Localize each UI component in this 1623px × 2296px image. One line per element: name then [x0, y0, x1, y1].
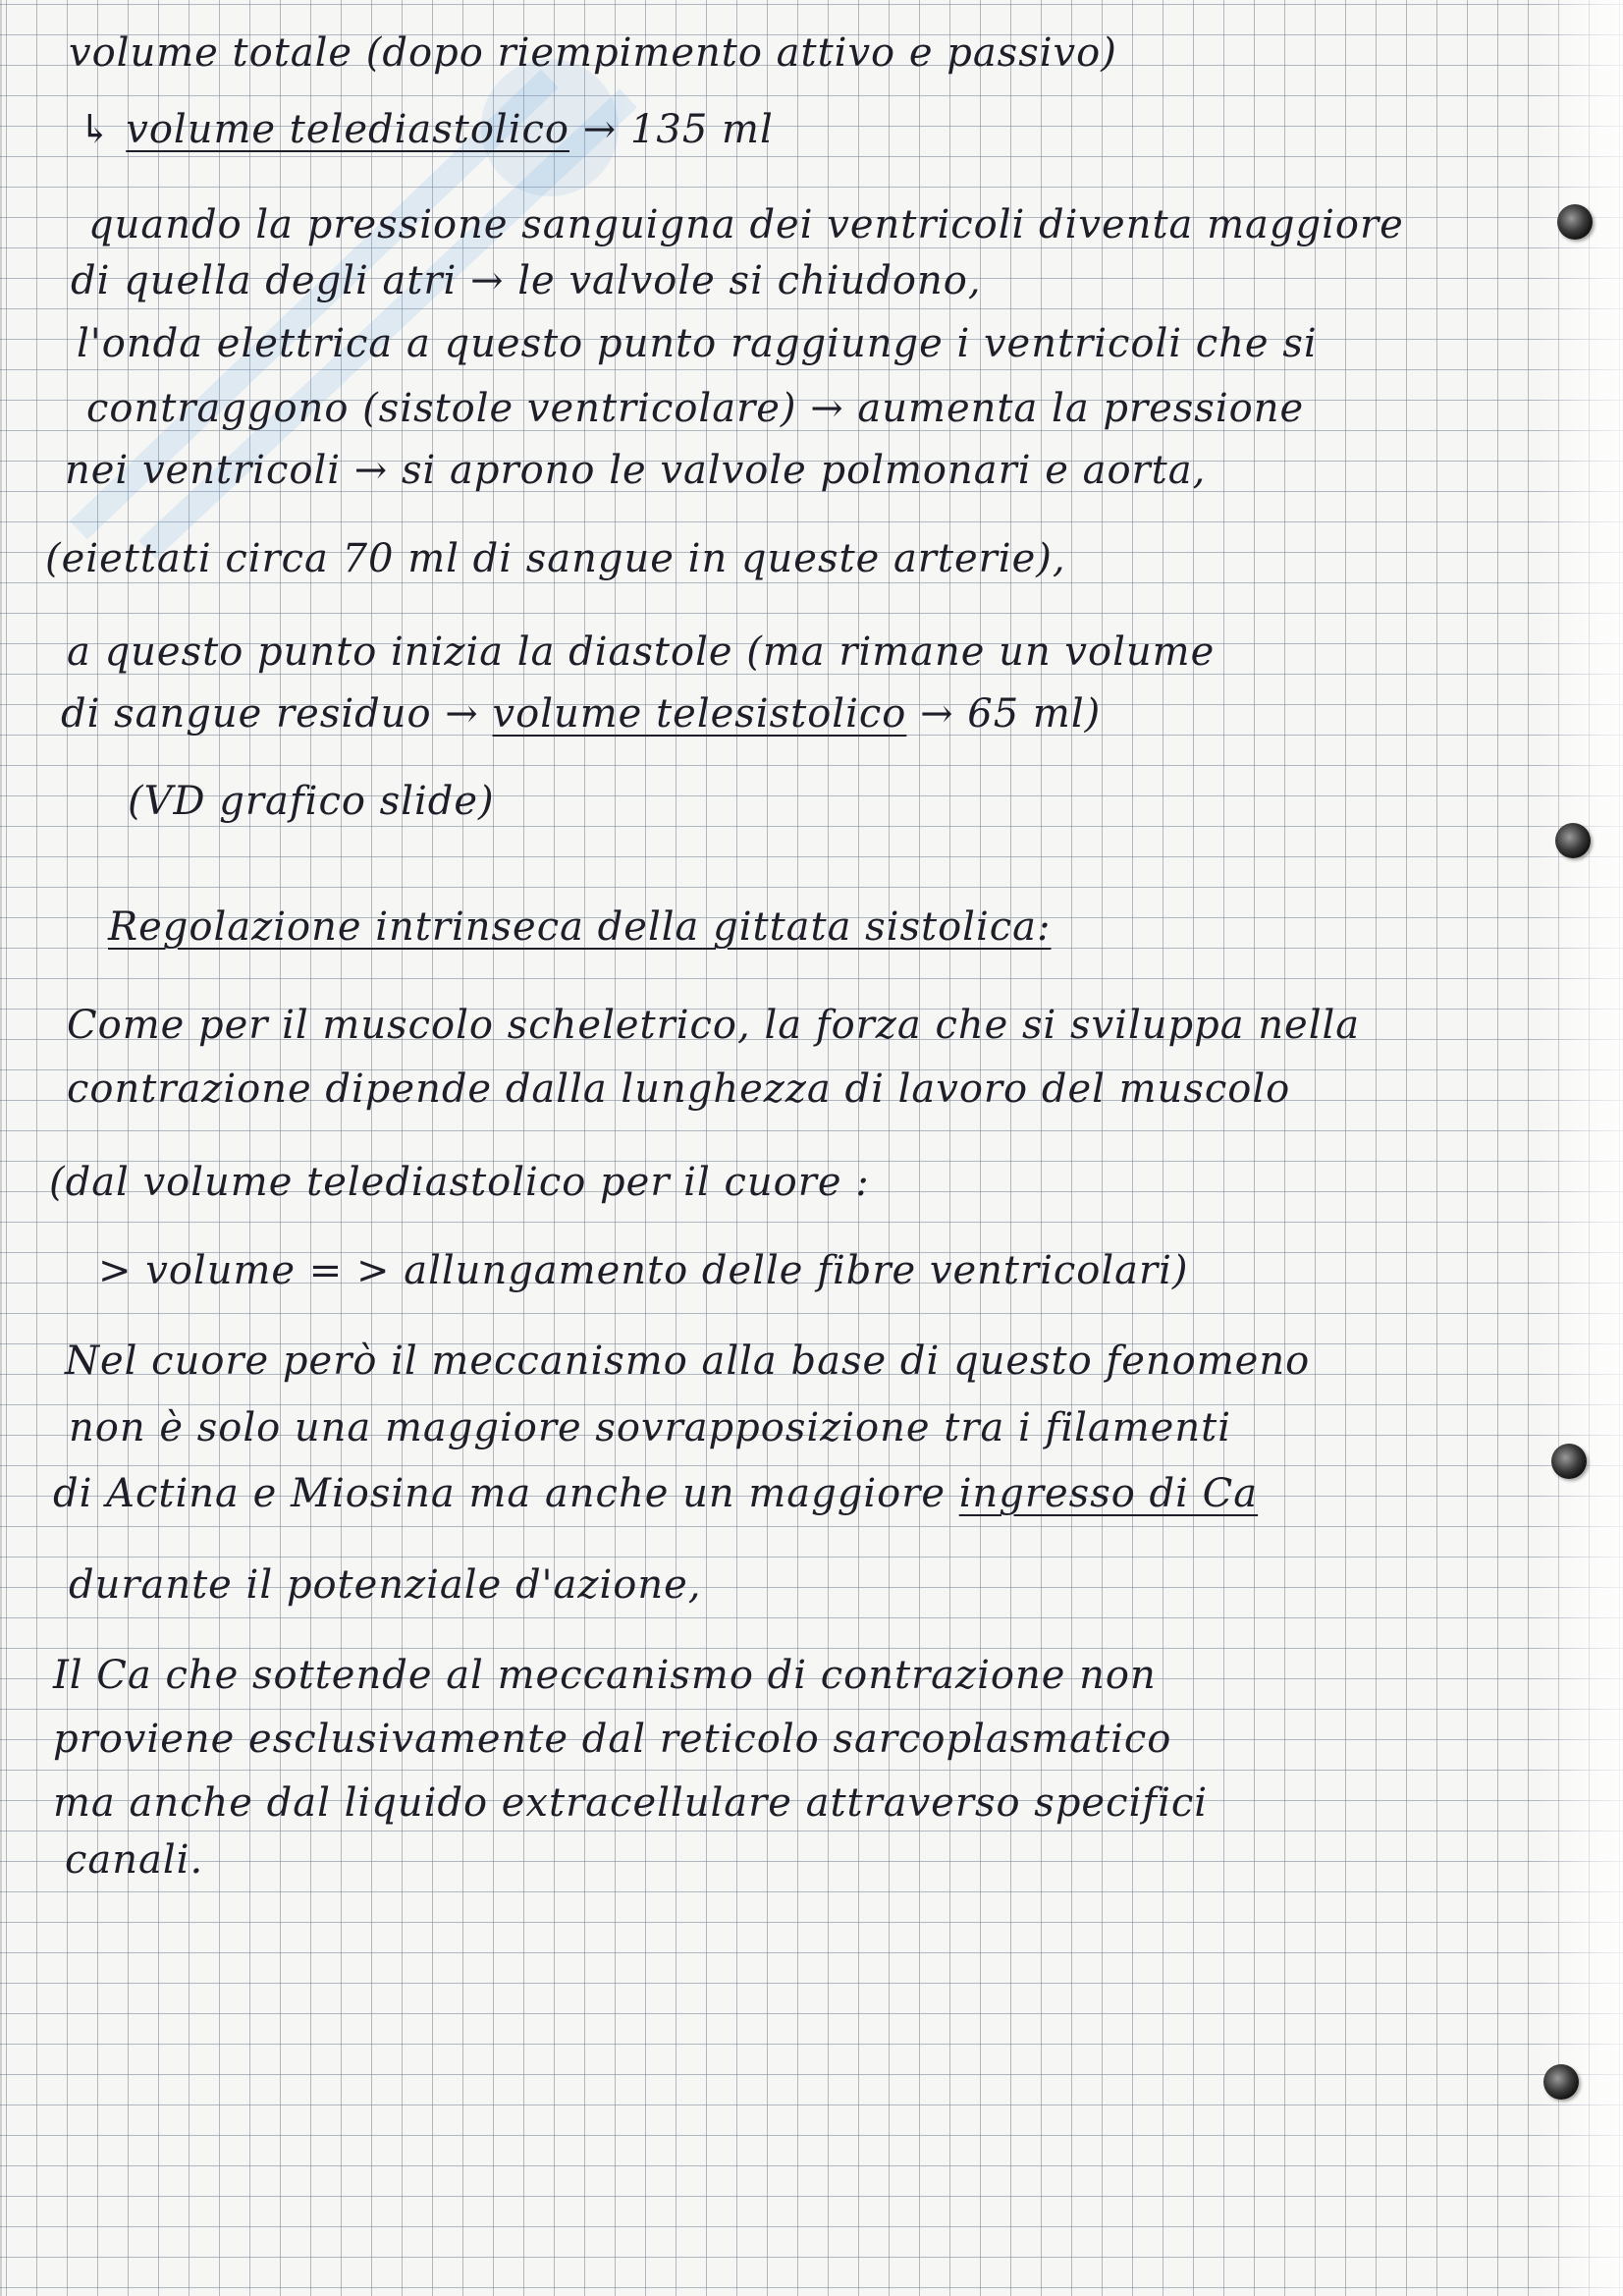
note-line: ma anche dal liquido extracellulare attraverso specifici: [53, 1780, 1209, 1826]
page-right-edge: [1535, 0, 1623, 2296]
line-suffix: → 65 ml): [906, 691, 1102, 737]
binder-hole-4: [1543, 2064, 1579, 2100]
line-prefix: di Actina e Miosina ma anche un maggiore: [53, 1471, 959, 1516]
note-line: l'onda elettrica a questo punto raggiunge i ventricoli che si: [77, 321, 1318, 366]
note-line: nei ventricoli → si aprono le valvole polmonari e aorta,: [65, 448, 1207, 493]
note-line: [61, 690, 1101, 738]
note-line: quando la pressione sanguigna dei ventricoli diventa maggiore: [88, 202, 1404, 247]
note-line: a questo punto inizia la diastole (ma rimane un volume: [67, 629, 1216, 675]
note-line: (eiettati circa 70 ml di sangue in queste arterie),: [45, 536, 1066, 581]
underlined-term: ingresso di Ca: [958, 1471, 1259, 1516]
note-line: [53, 1470, 1258, 1517]
note-line: Nel cuore però il meccanismo alla base di questo fenomeno: [65, 1339, 1311, 1384]
line-prefix: di sangue residuo →: [61, 691, 493, 737]
note-line: volume totale (dopo riempimento attivo e passivo): [69, 30, 1117, 76]
line-suffix: → 135 ml: [569, 107, 774, 152]
note-line: non è solo una maggiore sovrapposizione tra i filamenti: [69, 1405, 1231, 1450]
binder-hole-3: [1551, 1444, 1587, 1479]
note-line: proviene esclusivamente dal reticolo sarcoplasmatico: [53, 1717, 1172, 1762]
binder-hole-1: [1557, 204, 1593, 240]
note-line: > volume = > allungamento delle fibre ventricolari): [98, 1248, 1189, 1293]
page-left-edge: [0, 0, 2, 2296]
note-line: canali.: [65, 1837, 204, 1883]
note-line: durante il potenziale d'azione,: [69, 1562, 702, 1608]
note-line: Come per il muscolo scheletrico, la forza che si sviluppa nella: [67, 1003, 1361, 1048]
section-heading: Regolazione intrinseca della gittata sistolica:: [108, 904, 1052, 950]
binder-hole-2: [1555, 823, 1591, 858]
note-line: (VD grafico slide): [128, 779, 495, 824]
note-line: (dal volume telediastolico per il cuore :: [49, 1160, 870, 1205]
note-line: contrazione dipende dalla lunghezza di lavoro del muscolo: [67, 1066, 1291, 1112]
arrow-prefix: ↳: [79, 107, 127, 152]
note-line: Il Ca che sottende al meccanismo di contrazione non: [53, 1653, 1157, 1698]
underlined-term: volume telediastolico: [126, 107, 569, 152]
underlined-term: volume telesistolico: [492, 691, 907, 737]
note-line: contraggono (sistole ventricolare) → aumenta la pressione: [86, 386, 1305, 431]
note-line: di quella degli atri → le valvole si chiudono,: [71, 258, 982, 303]
note-line: [79, 106, 774, 153]
